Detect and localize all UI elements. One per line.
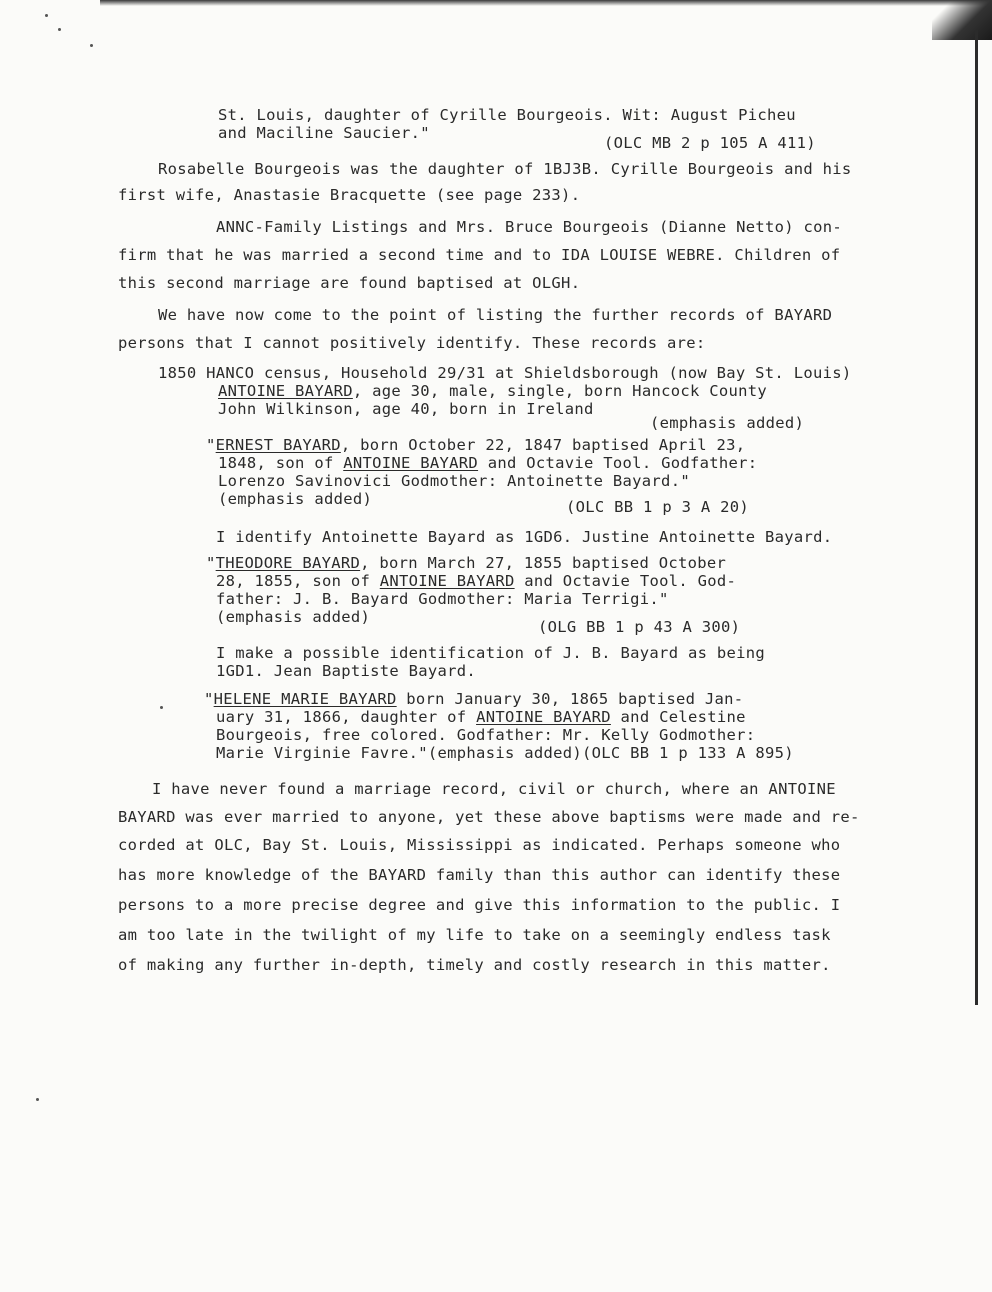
underlined-name: ERNEST BAYARD (215, 436, 341, 454)
underlined-name: ANTOINE BAYARD (218, 382, 353, 400)
text-line: 28, 1855, son of ANTOINE BAYARD and Octavie Tool. God- (216, 572, 737, 590)
text-line: and Maciline Saucier." (218, 124, 430, 142)
underlined-name: ANTOINE BAYARD (379, 572, 515, 590)
scan-speck (45, 14, 48, 17)
underlined-name: ANTOINE BAYARD (476, 708, 611, 726)
text-line: persons to a more precise degree and give this information to the public. I (118, 896, 841, 914)
text-line: corded at OLC, Bay St. Louis, Mississippi as indicated. Perhaps someone who (118, 836, 841, 854)
text-line: Lorenzo Savinovici Godmother: Antoinette Bayard." (218, 472, 690, 490)
record-citation: (OLC MB 2 p 105 A 411) (604, 134, 816, 152)
underlined-name: HELENE MARIE BAYARD (213, 690, 397, 708)
text-line: am too late in the twilight of my life to take on a seemingly endless task (118, 926, 831, 944)
text-line: persons that I cannot positively identify. These records are: (118, 334, 706, 352)
text-line: "THEODORE BAYARD, born March 27, 1855 baptised October (206, 554, 727, 572)
text-line: I identify Antoinette Bayard as 1GD6. Justine Antoinette Bayard. (216, 528, 833, 546)
scan-edge-line-right (975, 30, 978, 1005)
text-line: (emphasis added) (216, 608, 371, 626)
text-line: 1GD1. Jean Baptiste Bayard. (216, 662, 477, 680)
text-line: uary 31, 1866, daughter of ANTOINE BAYARD and Celestine (216, 708, 746, 726)
text-line: of making any further in-depth, timely and costly research in this matter. (118, 956, 831, 974)
text-line: father: J. B. Bayard Godmother: Maria Terrigi." (216, 590, 669, 608)
text-line: We have now come to the point of listing the further records of BAYARD (158, 306, 833, 324)
scan-edge-shadow-top (100, 0, 992, 6)
scan-speck (90, 44, 93, 47)
scan-corner-shadow (932, 0, 992, 40)
text-line: "HELENE MARIE BAYARD born January 30, 1865 baptised Jan- (204, 690, 744, 708)
text-line: (emphasis added) (218, 490, 373, 508)
text-line: BAYARD was ever married to anyone, yet these above baptisms were made and re- (118, 808, 860, 826)
text-line: I have never found a marriage record, civil or church, where an ANTOINE (152, 780, 836, 798)
underlined-name: ANTOINE BAYARD (343, 454, 479, 472)
text-line: this second marriage are found baptised at OLGH. (118, 274, 581, 292)
text-line: has more knowledge of the BAYARD family than this author can identify these (118, 866, 841, 884)
text-line: Bourgeois, free colored. Godfather: Mr. Kelly Godmother: (216, 726, 756, 744)
text-line: St. Louis, daughter of Cyrille Bourgeois. Wit: August Picheu (218, 106, 796, 124)
scan-speck (58, 28, 61, 31)
emphasis-note: (emphasis added) (650, 414, 805, 432)
underlined-name: THEODORE BAYARD (215, 554, 361, 572)
text-line: Marie Virginie Favre."(emphasis added)(OLC BB 1 p 133 A 895) (216, 744, 794, 762)
scan-speck (160, 706, 163, 709)
text-line: I make a possible identification of J. B. Bayard as being (216, 644, 766, 662)
scan-speck (36, 1098, 39, 1101)
text-line: "ERNEST BAYARD, born October 22, 1847 baptised April 23, (206, 436, 746, 454)
text-line: Rosabelle Bourgeois was the daughter of 1BJ3B. Cyrille Bourgeois and his (158, 160, 852, 178)
text-line: John Wilkinson, age 40, born in Ireland (218, 400, 594, 418)
text-line: firm that he was married a second time and to IDA LOUISE WEBRE. Children of (118, 246, 841, 264)
text-line: ANTOINE BAYARD, age 30, male, single, born Hancock County (218, 382, 768, 400)
text-line: 1848, son of ANTOINE BAYARD and Octavie Tool. Godfather: (218, 454, 758, 472)
text-line: ANNC-Family Listings and Mrs. Bruce Bourgeois (Dianne Netto) con- (216, 218, 843, 236)
record-citation: (OLC BB 1 p 3 A 20) (566, 498, 750, 516)
record-citation: (OLG BB 1 p 43 A 300) (538, 618, 741, 636)
census-heading: 1850 HANCO census, Household 29/31 at Shieldsborough (now Bay St. Louis) (158, 364, 852, 382)
text-line: first wife, Anastasie Bracquette (see page 233). (118, 186, 581, 204)
